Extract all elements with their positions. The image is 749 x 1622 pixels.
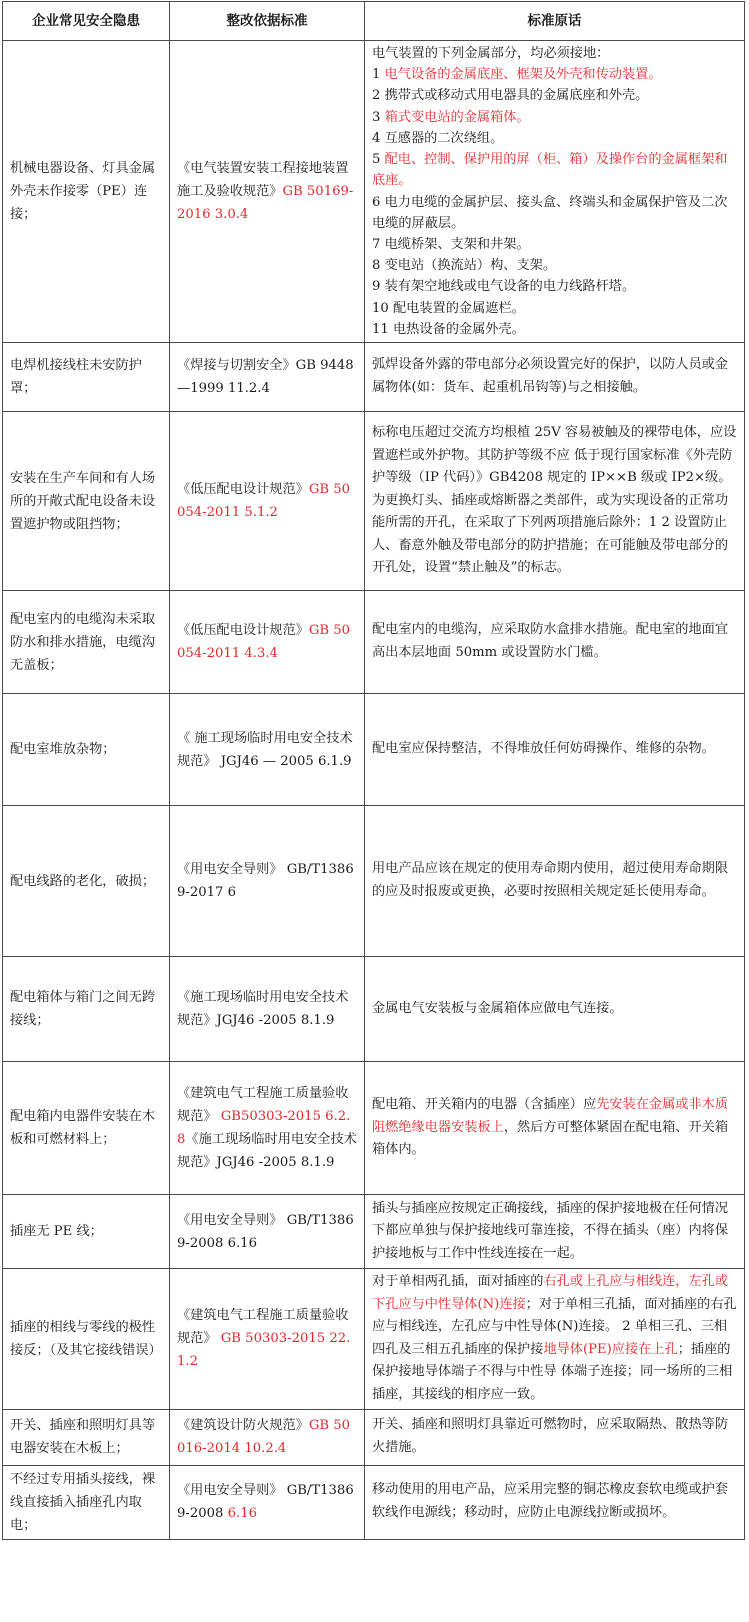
standard-text-segment: 7 电缆桥架、支架和井架。 xyxy=(372,236,530,252)
standard-text-line xyxy=(372,858,737,903)
table-row xyxy=(3,412,745,591)
standard-text-cell xyxy=(365,412,745,591)
table-row xyxy=(3,41,745,343)
basis-segment: 《施工现场临时用电安全技术规范》JGJ46 -2005 8.1.9 xyxy=(177,1132,357,1170)
hazard-cell: 电焊机接线柱未安防护罩； xyxy=(3,343,170,412)
hazard-cell: 插座无 PE 线； xyxy=(3,1195,170,1269)
standard-text-line xyxy=(372,619,737,664)
standard-text-line xyxy=(372,998,737,1021)
standard-text-line xyxy=(372,128,737,149)
standard-text-segment: 先安装在金属或非木质阻燃绝缘电器安装板上 xyxy=(372,1097,729,1135)
standard-text-line xyxy=(372,255,737,276)
standard-text-segment: 3 xyxy=(372,109,385,125)
standard-text-segment: 插头与插座应按规定正确接线，插座的保护接地极在任何情况下都应单独与保护接地线可靠连接，不得在插头（座）内将保护接地板与工作中性线连接在一起。 xyxy=(372,1200,729,1261)
hazard-cell: 安装在生产车间和有人场所的开敞式配电设备未设置遮护物或阻挡物； xyxy=(3,412,170,591)
standard-text-cell xyxy=(365,591,745,694)
table-row xyxy=(3,1269,745,1410)
basis-segment: GB 50016-2014 10.2.4 xyxy=(177,1418,351,1457)
table-row xyxy=(3,1195,745,1269)
basis-segment: 《低压配电设计规范》 xyxy=(177,623,309,638)
basis-cell xyxy=(170,1195,365,1269)
basis-cell xyxy=(170,591,365,694)
standard-text-segment: 地导体(PE)应接在上孔 xyxy=(543,1341,678,1357)
safety-hazard-table xyxy=(2,1,745,1540)
table-row xyxy=(3,343,745,412)
basis-cell xyxy=(170,412,365,591)
header-basis: 整改依据标准 xyxy=(170,2,365,41)
standard-text-line xyxy=(372,192,737,234)
table-row xyxy=(3,1062,745,1195)
standard-text-segment: 电气设备的金属底座、框架及外壳和传动装置。 xyxy=(384,67,662,83)
basis-cell xyxy=(170,1409,365,1465)
basis-segment: GB 50054-2011 4.3.4 xyxy=(177,623,351,661)
basis-cell xyxy=(170,957,365,1062)
standard-text-segment: 10 配电装置的金属遮栏。 xyxy=(372,300,525,316)
standard-text-segment: 配电、控制、保护用的屏（柜、箱）及操作台的金属框架和底座。 xyxy=(372,152,728,189)
hazard-cell: 开关、插座和照明灯具等电器安装在木板上； xyxy=(3,1409,170,1465)
standard-text-line xyxy=(372,298,737,319)
table-row xyxy=(3,694,745,806)
standard-text-segment: 1 xyxy=(372,67,385,83)
standard-text-line xyxy=(372,1198,737,1266)
hazard-cell: 不经过专用插头接线，裸线直接插入插座孔内取电； xyxy=(3,1465,170,1539)
standard-text-cell xyxy=(365,694,745,806)
basis-cell xyxy=(170,1465,365,1539)
standard-text-line xyxy=(372,354,737,399)
basis-segment: 《建筑电气工程施工质量验收规范》 xyxy=(177,1086,349,1124)
standard-text-cell xyxy=(365,1062,745,1195)
standard-text-segment: 配电室内的电缆沟，应采取防水盒排水措施。配电室的地面宜高出本层地面 50mm 或设置防水门槛。 xyxy=(372,622,729,660)
header-text: 标准原话 xyxy=(365,2,745,41)
standard-text-segment: 用电产品应该在规定的使用寿命期内使用，超过使用寿命期限的应及时报废或更换，必要时按照相关规定延长使用寿命。 xyxy=(372,861,729,899)
standard-text-segment: 2 携带式或移动式用电器具的金属底座和外壳。 xyxy=(372,88,649,104)
standard-text-segment: 移动使用的用电产品，应采用完整的铜芯橡皮套软电缆或护套软线作电源线；移动时，应防止电源线拉断或损坏。 xyxy=(372,1482,729,1521)
basis-segment: GB 50303-2015 22.1.2 xyxy=(177,1331,351,1370)
standard-text-line xyxy=(372,1479,737,1524)
basis-cell xyxy=(170,1062,365,1195)
standard-text-cell xyxy=(365,1269,745,1410)
basis-segment: 《用电安全导则》 GB/T13869-2017 6 xyxy=(177,862,354,900)
basis-segment: 《低压配电设计规范》 xyxy=(177,482,309,497)
standard-text-line xyxy=(372,422,737,580)
table-row xyxy=(3,806,745,957)
standard-text-cell xyxy=(365,343,745,412)
basis-segment: 《用电安全导则》 GB/T13869-2008 6.16 xyxy=(177,1212,354,1251)
standard-text-line xyxy=(372,64,737,85)
hazard-cell: 配电室内的电缆沟未采取防水和排水措施，电缆沟无盖板； xyxy=(3,591,170,694)
standard-text-line xyxy=(372,234,737,255)
standard-text-segment: 箱式变电站的金属箱体。 xyxy=(384,109,530,125)
basis-segment: 《施工现场临时用电安全技术规范》JGJ46 -2005 8.1.9 xyxy=(177,990,349,1028)
basis-segment: 6.16 xyxy=(227,1506,257,1522)
standard-text-segment: 开关、插座和照明灯具靠近可燃物时，应采取隔热、散热等防火措施。 xyxy=(372,1417,729,1456)
standard-text-line xyxy=(372,149,737,191)
hazard-cell: 配电箱内电器件安装在木板和可燃材料上； xyxy=(3,1062,170,1195)
standard-text-segment: 9 装有架空地线或电气设备的电力线路杆塔。 xyxy=(372,279,636,295)
basis-segment: 《建筑设计防火规范》 xyxy=(177,1418,309,1434)
standard-text-segment: 11 电热设备的金属外壳。 xyxy=(372,321,525,337)
hazard-cell: 配电室堆放杂物； xyxy=(3,694,170,806)
standard-text-segment: 右孔或上孔应与相线连，左孔或下孔应与中性导体(N)连接 xyxy=(372,1274,729,1312)
standard-text-line xyxy=(372,1414,737,1459)
standard-text-segment: ；插座的保护接地导体端子不得与中性导 体端子连接；同一场所的三相插座，其接线的相序应一致。 xyxy=(372,1341,733,1402)
basis-cell xyxy=(170,41,365,343)
standard-text-line xyxy=(372,1271,737,1407)
basis-segment: 《焊接与切割安全》GB 9448—1999 11.2.4 xyxy=(177,358,354,396)
basis-segment: GB 50054-2011 5.1.2 xyxy=(177,482,351,520)
hazard-cell: 配电箱体与箱门之间无跨接线； xyxy=(3,957,170,1062)
standard-text-cell xyxy=(365,1195,745,1269)
basis-segment: 《建筑电气工程施工质量验收规范》 xyxy=(177,1308,349,1347)
basis-segment: 《电气装置安装工程接地装置施工及验收规范》 xyxy=(177,161,349,199)
basis-cell xyxy=(170,343,365,412)
standard-text-line xyxy=(372,107,737,128)
basis-segment: GB50303-2015 6.2.8 xyxy=(177,1109,351,1147)
basis-segment: 《用电安全导则》 GB/T13869-2008 xyxy=(177,1483,354,1522)
standard-text-segment: 对于单相两孔插，面对插座的 xyxy=(372,1274,544,1289)
standard-text-line xyxy=(372,319,737,340)
standard-text-line xyxy=(372,276,737,297)
standard-text-segment: 金属电气安装板与金属箱体应做电气连接。 xyxy=(372,1000,623,1016)
hazard-cell: 机械电器设备、灯具金属外壳未作接零（PE）连接； xyxy=(3,41,170,343)
basis-segment: 《 施工现场临时用电安全技术规范》 JGJ46 — 2005 6.1.9 xyxy=(177,730,353,769)
standard-text-segment: 配电室应保持整洁，不得堆放任何妨碍操作、维修的杂物。 xyxy=(372,741,715,757)
standard-text-cell xyxy=(365,806,745,957)
table-row xyxy=(3,1409,745,1465)
standard-text-segment: 标称电压超过交流方均根植 25V 容易被触及的裸带电体，应设置遮栏或外护物。其防护等级不应 低于现行国家标准《外壳防护等级（IP 代码）》GB4208 规定的 IP××B 级或 IP2×级。为更换灯头、插座或熔断器之类部件，或为实现设备的正常功能所需的开孔，在采取了下列两项措施后除外：1 2 设置防止人、畜意外触及带电部分的防护措施；在可能触及带电部分的开孔处，设置“禁止触及”的标志。 xyxy=(372,424,737,576)
standard-text-cell xyxy=(365,41,745,343)
standard-text-segment: 电气装置的下列金属部分，均必须接地： xyxy=(372,46,610,62)
basis-cell xyxy=(170,694,365,806)
header-row xyxy=(3,2,745,41)
hazard-cell: 插座的相线与零线的极性接反；（及其它接线错误） xyxy=(3,1269,170,1410)
standard-text-cell xyxy=(365,1409,745,1465)
standard-text-segment: 6 电力电缆的金属护层、接头盒、终端头和金属保护管及二次电缆的屏蔽层。 xyxy=(372,194,728,231)
standard-text-line xyxy=(372,738,737,761)
standard-text-cell xyxy=(365,1465,745,1539)
standard-text-segment: ，然后方可整体紧固在配电箱、开关箱箱体内。 xyxy=(372,1119,729,1158)
standard-text-line xyxy=(372,1094,737,1162)
standard-text-segment: ；对于单相三孔插，面对插座的右孔应与相线连，左孔应与中性导体(N)连接。 2 单相三孔、三相四孔及三相五孔插座的保护接 xyxy=(372,1296,737,1357)
hazard-cell: 配电线路的老化，破损； xyxy=(3,806,170,957)
standard-text-line xyxy=(372,85,737,106)
standard-text-segment: 5 xyxy=(372,152,385,168)
table-row xyxy=(3,957,745,1062)
header-hazard: 企业常见安全隐患 xyxy=(3,2,170,41)
table-row xyxy=(3,591,745,694)
standard-text-segment: 8 变电站（换流站）构、支架。 xyxy=(372,258,557,274)
basis-segment: GB 50169-2016 3.0.4 xyxy=(177,184,354,222)
standard-text-segment: 弧焊设备外露的带电部分必须设置完好的保护，以防人员或金属物体(如：货车、起重机吊钩等)与之相接触。 xyxy=(372,357,729,395)
standard-text-line xyxy=(372,43,737,64)
standard-text-segment: 4 互感器的二次绕组。 xyxy=(372,130,504,146)
basis-cell xyxy=(170,1269,365,1410)
table-row xyxy=(3,1465,745,1539)
standard-text-cell xyxy=(365,957,745,1062)
standard-text-segment: 配电箱、开关箱内的电器（含插座）应 xyxy=(372,1097,597,1113)
basis-cell xyxy=(170,806,365,957)
